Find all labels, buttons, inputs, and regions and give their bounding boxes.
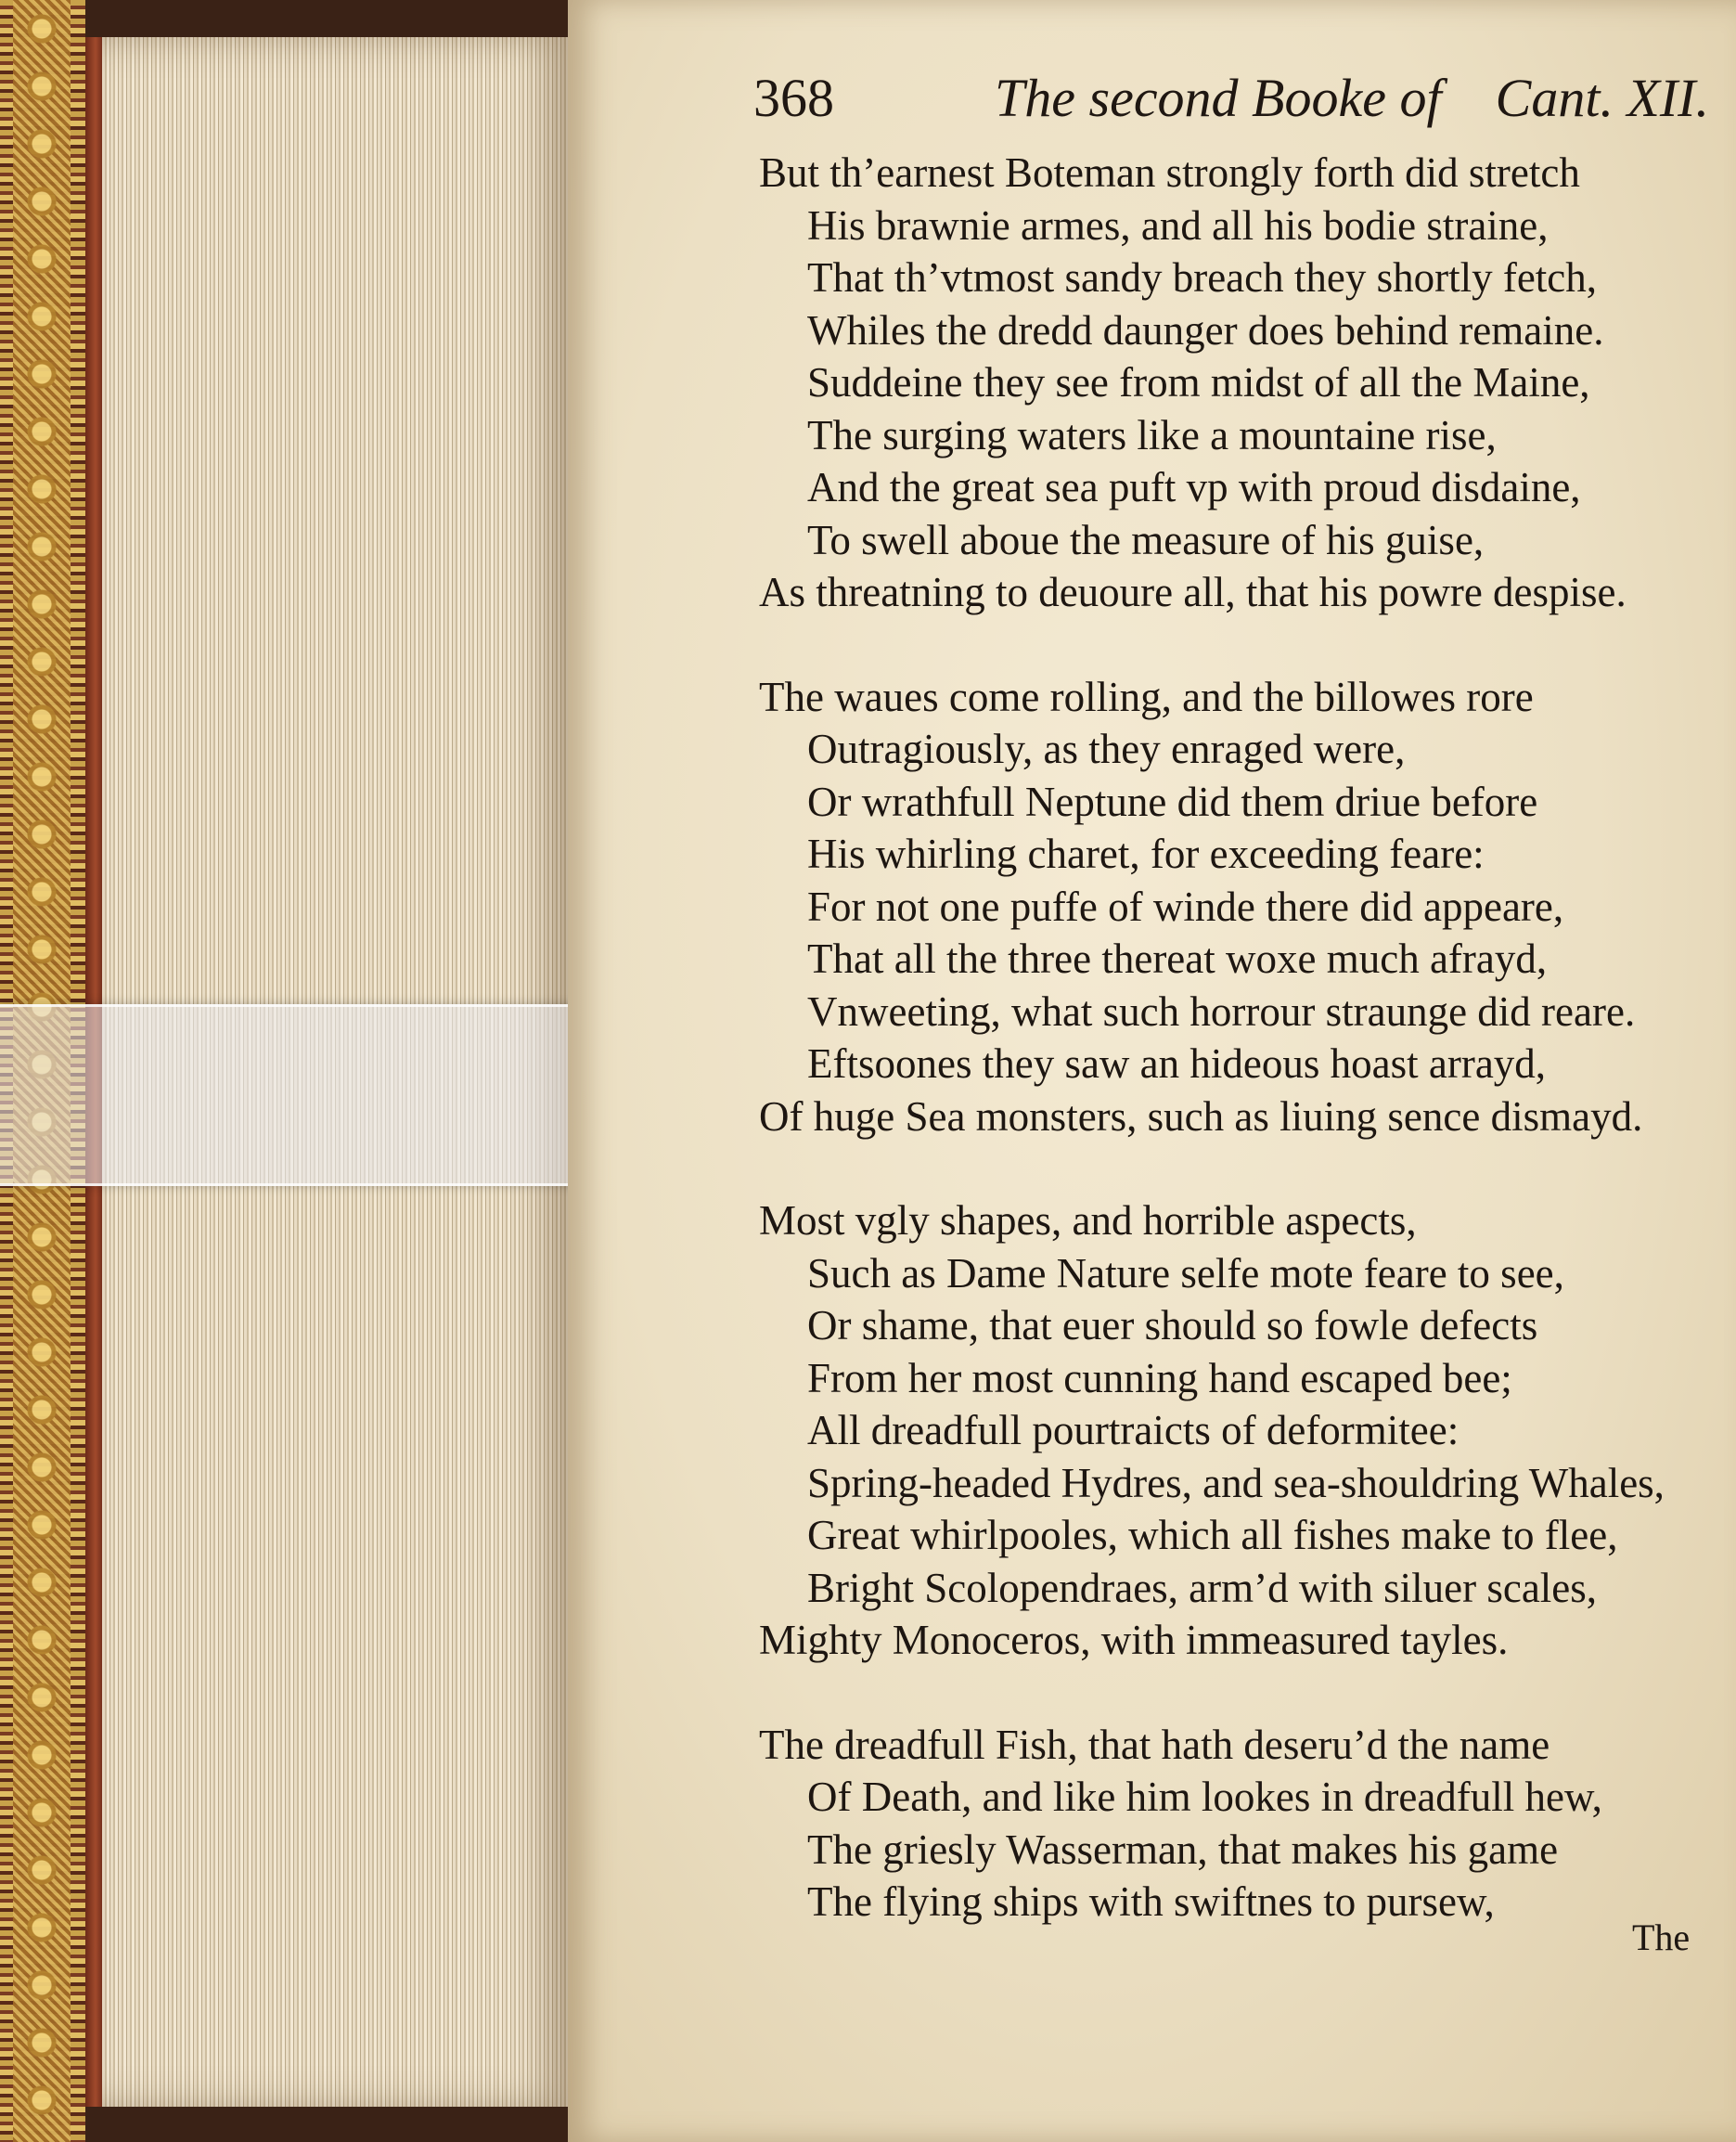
verse-line: And the great sea puft vp with proud disdaine, [807, 464, 1581, 510]
canto-number: Cant. XII. [1495, 68, 1709, 128]
verse-line: As threatning to deuoure all, that his powre despise. [759, 569, 1627, 615]
verse-line: Great whirlpooles, which all fishes make to flee, [807, 1512, 1618, 1558]
verse-line: Such as Dame Nature selfe mote feare to see, [807, 1249, 1564, 1297]
catchword: The [1632, 1916, 1691, 1958]
verse-line: Suddeine they see from midst of all the Maine, [807, 359, 1590, 406]
stanza [759, 671, 1705, 1143]
verse-line: Outragiously, as they enraged were, [807, 726, 1406, 772]
verse-line: From her most cunning hand escaped bee; [807, 1354, 1512, 1401]
verse-line: Mighty Monoceros, with immeasured tayles. [759, 1617, 1509, 1663]
verse-line: Of huge Sea monsters, such as liuing sence dismayd. [759, 1092, 1643, 1140]
verse-line: But th’earnest Boteman strongly forth did stretch [759, 149, 1580, 196]
page-number: 368 [753, 68, 834, 128]
verse-line: The dreadfull Fish, that hath deseru’d the name [759, 1721, 1550, 1768]
verse-line: Or shame, that euer should so fowle defects [807, 1302, 1538, 1348]
verse-line: Eftsoones they saw an hideous hoast arrayd, [807, 1040, 1547, 1087]
verse-line: For not one puffe of winde there did appeare, [807, 883, 1564, 930]
verse-line: Most vgly shapes, and horrible aspects, [759, 1197, 1417, 1244]
verse-line: The waues come rolling, and the billowes rore [759, 673, 1534, 720]
verse-line: That th’vtmost sandy breach they shortly fetch, [807, 254, 1598, 301]
stanza [759, 147, 1705, 619]
verse-line: The flying ships with swiftnes to pursew, [807, 1878, 1495, 1925]
page-holder-clip [0, 1004, 614, 1186]
stanza [759, 1719, 1705, 1929]
stanza [759, 1194, 1705, 1667]
verse-line: Or wrathfull Neptune did them driue before [807, 778, 1538, 825]
verse-line: Of Death, and like him lookes in dreadfull hew, [807, 1774, 1602, 1820]
verse-line: Whiles the dredd daunger does behind remaine. [807, 306, 1604, 354]
printed-page [568, 0, 1736, 2142]
verse-line: That all the three thereat woxe much afrayd, [807, 936, 1548, 982]
poem-text [759, 147, 1705, 1929]
verse-line: The surging waters like a mountaine rise, [807, 411, 1497, 458]
running-head [753, 67, 1709, 141]
verse-line: To swell aboue the measure of his guise, [807, 516, 1485, 563]
verse-line: His whirling charet, for exceeding feare: [807, 831, 1485, 877]
verse-line: All dreadfull pourtraicts of deformitee: [807, 1407, 1460, 1453]
verse-line: Bright Scolopendraes, arm’d with siluer scales, [807, 1564, 1598, 1611]
verse-line: His brawnie armes, and all his bodie straine, [807, 201, 1549, 249]
verse-line: The griesly Wasserman, that makes his game [807, 1826, 1559, 1873]
verse-line: Vnweeting, what such horrour straunge did reare. [807, 987, 1636, 1035]
running-title: The second Booke of [995, 68, 1442, 128]
verse-line: Spring-headed Hydres, and sea-shouldring Whales, [807, 1459, 1665, 1506]
